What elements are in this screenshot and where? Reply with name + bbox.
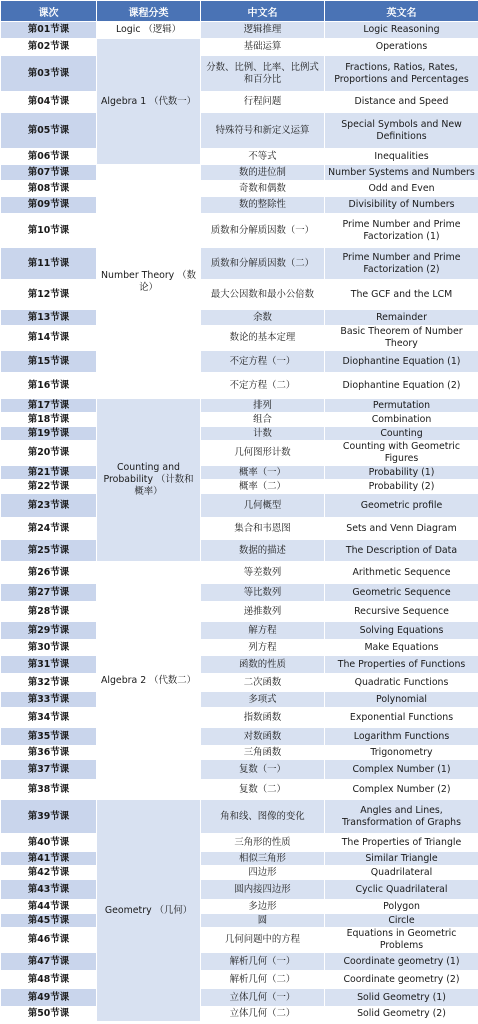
- lesson-number: 第18节课: [1, 413, 97, 427]
- chinese-name: 最大公因数和最小公倍数: [201, 280, 325, 310]
- table-row: [1, 728, 478, 746]
- english-name: Solid Geometry (1): [325, 989, 478, 1007]
- chinese-name: 分数、比例、比率、比例式和百分比: [201, 56, 325, 92]
- english-name: Cyclic Quadrilateral: [325, 880, 478, 900]
- table-row: [1, 518, 478, 540]
- lesson-number: 第16节课: [1, 373, 97, 399]
- english-name: Diophantine Equation (1): [325, 351, 478, 373]
- english-name: Combination: [325, 413, 478, 427]
- table-row: [1, 866, 478, 880]
- table-row: [1, 971, 478, 989]
- chinese-name: 计数: [201, 427, 325, 441]
- header-lesson: 课次: [1, 1, 97, 22]
- lesson-number: 第21节课: [1, 466, 97, 480]
- english-name: Quadratic Functions: [325, 674, 478, 692]
- english-name: Circle: [325, 914, 478, 928]
- lesson-number: 第10节课: [1, 214, 97, 248]
- lesson-number: 第04节课: [1, 92, 97, 113]
- table-row: [1, 280, 478, 310]
- english-name: Polynomial: [325, 692, 478, 708]
- english-name: Geometric Sequence: [325, 584, 478, 602]
- lesson-number: 第02节课: [1, 39, 97, 56]
- chinese-name: 多项式: [201, 692, 325, 708]
- chinese-name: 多边形: [201, 900, 325, 914]
- table-row: [1, 1007, 478, 1022]
- header-chinese-name: 中文名: [201, 1, 325, 22]
- chinese-name: 概率（一）: [201, 466, 325, 480]
- english-name: Similar Triangle: [325, 852, 478, 866]
- english-name: Solid Geometry (2): [325, 1007, 478, 1022]
- english-name: Remainder: [325, 310, 478, 326]
- english-name: Fractions, Ratios, Rates, Proportions and Percentages: [325, 56, 478, 92]
- table-row: [1, 760, 478, 780]
- english-name: The GCF and the LCM: [325, 280, 478, 310]
- english-name: Probability (1): [325, 466, 478, 480]
- course-category: Logic （逻辑）: [97, 22, 201, 39]
- table-row: [1, 540, 478, 562]
- lesson-number: 第27节课: [1, 584, 97, 602]
- table-row: [1, 373, 478, 399]
- table-row: [1, 674, 478, 692]
- english-name: Trigonometry: [325, 746, 478, 760]
- table-row: [1, 113, 478, 149]
- chinese-name: 数的进位制: [201, 165, 325, 181]
- table-row: [1, 602, 478, 622]
- english-name: Exponential Functions: [325, 708, 478, 728]
- table-row: [1, 494, 478, 518]
- table-row: [1, 326, 478, 351]
- english-name: The Properties of Functions: [325, 656, 478, 674]
- english-name: Coordinate geometry (1): [325, 953, 478, 971]
- lesson-number: 第14节课: [1, 326, 97, 351]
- english-name: Logarithm Functions: [325, 728, 478, 746]
- chinese-name: 不定方程（二）: [201, 373, 325, 399]
- chinese-name: 质数和分解质因数（一）: [201, 214, 325, 248]
- lesson-number: 第05节课: [1, 113, 97, 149]
- chinese-name: 圆内接四边形: [201, 880, 325, 900]
- english-name: Prime Number and Prime Factorization (2): [325, 248, 478, 280]
- lesson-number: 第41节课: [1, 852, 97, 866]
- lesson-number: 第26节课: [1, 562, 97, 584]
- lesson-number: 第38节课: [1, 780, 97, 800]
- lesson-number: 第08节课: [1, 181, 97, 197]
- english-name: Sets and Venn Diagram: [325, 518, 478, 540]
- course-category: Counting and Probability （计数和概率）: [97, 399, 201, 562]
- english-name: Polygon: [325, 900, 478, 914]
- lesson-number: 第12节课: [1, 280, 97, 310]
- chinese-name: 数论的基本定理: [201, 326, 325, 351]
- chinese-name: 基础运算: [201, 39, 325, 56]
- english-name: Divisibility of Numbers: [325, 197, 478, 214]
- header-category: 课程分类: [97, 1, 201, 22]
- chinese-name: 等差数列: [201, 562, 325, 584]
- english-name: Counting: [325, 427, 478, 441]
- lesson-number: 第28节课: [1, 602, 97, 622]
- course-category: Geometry （几何）: [97, 800, 201, 1022]
- lesson-number: 第30节课: [1, 640, 97, 656]
- lesson-number: 第25节课: [1, 540, 97, 562]
- chinese-name: 解析几何（一）: [201, 953, 325, 971]
- english-name: Distance and Speed: [325, 92, 478, 113]
- chinese-name: 三角形的性质: [201, 834, 325, 852]
- lesson-number: 第03节课: [1, 56, 97, 92]
- chinese-name: 等比数列: [201, 584, 325, 602]
- english-name: Complex Number (1): [325, 760, 478, 780]
- table-row: [1, 480, 478, 494]
- lesson-number: 第19节课: [1, 427, 97, 441]
- lesson-number: 第07节课: [1, 165, 97, 181]
- chinese-name: 立体几何（二）: [201, 1007, 325, 1022]
- table-row: [1, 800, 478, 834]
- table-row: [1, 466, 478, 480]
- table-row: [1, 149, 478, 165]
- chinese-name: 相似三角形: [201, 852, 325, 866]
- table-row: [1, 584, 478, 602]
- table-row: [1, 181, 478, 197]
- lesson-number: 第22节课: [1, 480, 97, 494]
- table-row: [1, 622, 478, 640]
- table-row: [1, 413, 478, 427]
- english-name: Odd and Even: [325, 181, 478, 197]
- chinese-name: 几何图形计数: [201, 441, 325, 466]
- english-name: Counting with Geometric Figures: [325, 441, 478, 466]
- lesson-number: 第17节课: [1, 399, 97, 413]
- lesson-number: 第36节课: [1, 746, 97, 760]
- chinese-name: 圆: [201, 914, 325, 928]
- english-name: Inequalities: [325, 149, 478, 165]
- lesson-number: 第33节课: [1, 692, 97, 708]
- lesson-number: 第09节课: [1, 197, 97, 214]
- english-name: Geometric profile: [325, 494, 478, 518]
- chinese-name: 特殊符号和新定义运算: [201, 113, 325, 149]
- lesson-number: 第37节课: [1, 760, 97, 780]
- chinese-name: 指数函数: [201, 708, 325, 728]
- lesson-number: 第29节课: [1, 622, 97, 640]
- table-row: [1, 399, 478, 413]
- english-name: Probability (2): [325, 480, 478, 494]
- english-name: Prime Number and Prime Factorization (1): [325, 214, 478, 248]
- chinese-name: 集合和韦恩图: [201, 518, 325, 540]
- lesson-number: 第06节课: [1, 149, 97, 165]
- lesson-number: 第40节课: [1, 834, 97, 852]
- table-row: [1, 56, 478, 92]
- course-category: Algebra 1 （代数一）: [97, 39, 201, 165]
- chinese-name: 递推数列: [201, 602, 325, 622]
- table-row: [1, 880, 478, 900]
- english-name: Solving Equations: [325, 622, 478, 640]
- table-row: [1, 692, 478, 708]
- lesson-number: 第11节课: [1, 248, 97, 280]
- lesson-number: 第24节课: [1, 518, 97, 540]
- table-row: [1, 165, 478, 181]
- table-row: [1, 852, 478, 866]
- chinese-name: 余数: [201, 310, 325, 326]
- english-name: Coordinate geometry (2): [325, 971, 478, 989]
- chinese-name: 概率（二）: [201, 480, 325, 494]
- chinese-name: 角和线、图像的变化: [201, 800, 325, 834]
- chinese-name: 组合: [201, 413, 325, 427]
- chinese-name: 对数函数: [201, 728, 325, 746]
- chinese-name: 解方程: [201, 622, 325, 640]
- table-body: [1, 22, 478, 1022]
- lesson-number: 第01节课: [1, 22, 97, 39]
- table-row: [1, 746, 478, 760]
- english-name: Basic Theorem of Number Theory: [325, 326, 478, 351]
- english-name: Number Systems and Numbers: [325, 165, 478, 181]
- table-row: [1, 989, 478, 1007]
- english-name: Quadrilateral: [325, 866, 478, 880]
- table-row: [1, 39, 478, 56]
- english-name: Diophantine Equation (2): [325, 373, 478, 399]
- chinese-name: 三角函数: [201, 746, 325, 760]
- lesson-number: 第47节课: [1, 953, 97, 971]
- lesson-number: 第48节课: [1, 971, 97, 989]
- table-row: [1, 92, 478, 113]
- english-name: Permutation: [325, 399, 478, 413]
- lesson-number: 第45节课: [1, 914, 97, 928]
- table-row: [1, 900, 478, 914]
- lesson-number: 第31节课: [1, 656, 97, 674]
- chinese-name: 质数和分解质因数（二）: [201, 248, 325, 280]
- table-row: [1, 248, 478, 280]
- chinese-name: 逻辑推理: [201, 22, 325, 39]
- table-row: [1, 310, 478, 326]
- english-name: Arithmetic Sequence: [325, 562, 478, 584]
- lesson-number: 第20节课: [1, 441, 97, 466]
- lesson-number: 第32节课: [1, 674, 97, 692]
- lesson-number: 第23节课: [1, 494, 97, 518]
- english-name: Logic Reasoning: [325, 22, 478, 39]
- chinese-name: 数的整除性: [201, 197, 325, 214]
- table-row: [1, 562, 478, 584]
- chinese-name: 行程问题: [201, 92, 325, 113]
- chinese-name: 几何概型: [201, 494, 325, 518]
- header-row: [1, 1, 478, 22]
- english-name: Equations in Geometric Problems: [325, 928, 478, 953]
- english-name: Complex Number (2): [325, 780, 478, 800]
- table-row: [1, 953, 478, 971]
- table-row: [1, 22, 478, 39]
- table-row: [1, 780, 478, 800]
- lesson-number: 第43节课: [1, 880, 97, 900]
- english-name: The Description of Data: [325, 540, 478, 562]
- table-row: [1, 197, 478, 214]
- lesson-number: 第35节课: [1, 728, 97, 746]
- course-category: Algebra 2 （代数二）: [97, 562, 201, 800]
- table-row: [1, 914, 478, 928]
- lesson-number: 第49节课: [1, 989, 97, 1007]
- chinese-name: 立体几何（一）: [201, 989, 325, 1007]
- table-row: [1, 834, 478, 852]
- table-row: [1, 928, 478, 953]
- lesson-number: 第15节课: [1, 351, 97, 373]
- english-name: The Properties of Triangle: [325, 834, 478, 852]
- chinese-name: 函数的性质: [201, 656, 325, 674]
- lesson-number: 第42节课: [1, 866, 97, 880]
- table-row: [1, 427, 478, 441]
- chinese-name: 不等式: [201, 149, 325, 165]
- table-row: [1, 214, 478, 248]
- table-row: [1, 441, 478, 466]
- english-name: Angles and Lines, Transformation of Graphs: [325, 800, 478, 834]
- chinese-name: 四边形: [201, 866, 325, 880]
- chinese-name: 解析几何（二）: [201, 971, 325, 989]
- header-english-name: 英文名: [325, 1, 478, 22]
- lesson-number: 第46节课: [1, 928, 97, 953]
- chinese-name: 数据的描述: [201, 540, 325, 562]
- course-category: Number Theory （数论）: [97, 165, 201, 399]
- chinese-name: 不定方程（一）: [201, 351, 325, 373]
- chinese-name: 复数（二）: [201, 780, 325, 800]
- table-row: [1, 708, 478, 728]
- lesson-number: 第34节课: [1, 708, 97, 728]
- chinese-name: 复数（一）: [201, 760, 325, 780]
- english-name: Special Symbols and New Definitions: [325, 113, 478, 149]
- lesson-number: 第13节课: [1, 310, 97, 326]
- chinese-name: 排列: [201, 399, 325, 413]
- chinese-name: 列方程: [201, 640, 325, 656]
- table-row: [1, 351, 478, 373]
- english-name: Operations: [325, 39, 478, 56]
- lesson-number: 第50节课: [1, 1007, 97, 1022]
- english-name: Recursive Sequence: [325, 602, 478, 622]
- english-name: Make Equations: [325, 640, 478, 656]
- table-row: [1, 640, 478, 656]
- chinese-name: 二次函数: [201, 674, 325, 692]
- chinese-name: 几何问题中的方程: [201, 928, 325, 953]
- lesson-number: 第39节课: [1, 800, 97, 834]
- table-row: [1, 656, 478, 674]
- chinese-name: 奇数和偶数: [201, 181, 325, 197]
- lesson-number: 第44节课: [1, 900, 97, 914]
